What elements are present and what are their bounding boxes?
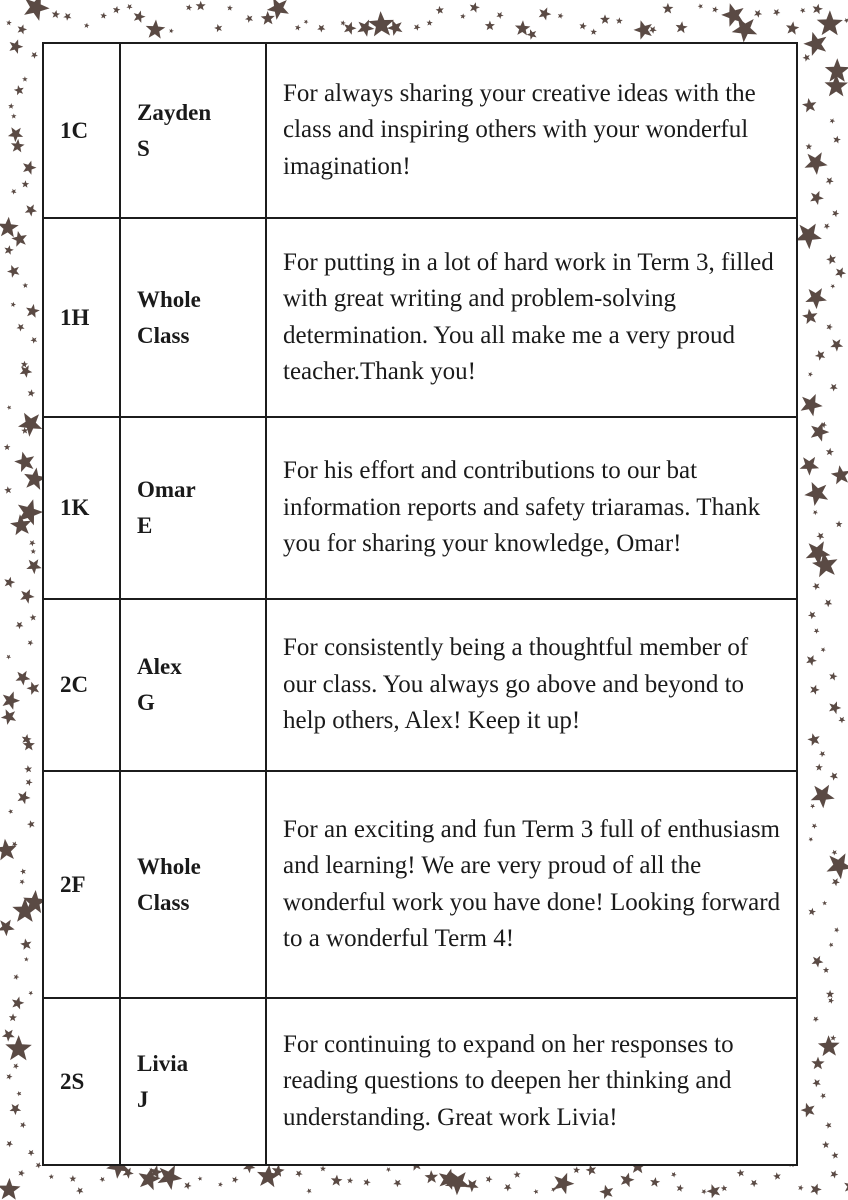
star-icon — [13, 1063, 19, 1069]
star-icon — [732, 18, 758, 43]
student-name-cell — [120, 771, 266, 998]
star-icon — [364, 1179, 371, 1187]
table-row — [44, 44, 796, 218]
star-icon — [677, 1184, 684, 1192]
star-icon — [14, 974, 20, 980]
class-cell: 2S — [44, 998, 120, 1164]
star-icon — [829, 701, 841, 714]
star-icon — [813, 1017, 819, 1023]
star-icon — [831, 1152, 838, 1159]
star-icon — [20, 1122, 26, 1128]
star-icon — [146, 20, 166, 39]
star-icon — [24, 0, 49, 21]
star-icon — [18, 1170, 25, 1177]
star-icon — [227, 5, 233, 11]
star-icon — [22, 180, 30, 187]
star-icon — [812, 1079, 820, 1087]
star-icon — [830, 1035, 836, 1041]
star-icon — [737, 1169, 745, 1177]
star-icon — [817, 10, 843, 35]
name-line: G — [137, 690, 155, 715]
star-icon — [134, 11, 146, 23]
star-icon — [838, 717, 845, 724]
star-icon — [18, 413, 42, 437]
star-icon — [29, 540, 35, 546]
star-icon — [810, 191, 824, 205]
star-icon — [830, 284, 835, 289]
star-icon — [810, 804, 815, 809]
star-icon — [634, 20, 652, 39]
star-icon — [11, 139, 25, 153]
star-icon — [8, 103, 14, 109]
star-icon — [20, 589, 34, 604]
star-icon — [36, 1162, 42, 1168]
star-icon — [169, 28, 174, 33]
star-icon — [820, 1093, 826, 1099]
star-icon — [24, 765, 32, 773]
star-icon — [833, 136, 841, 144]
star-icon — [533, 1189, 538, 1194]
star-icon — [808, 908, 816, 916]
name-line: Omar — [137, 477, 196, 502]
star-icon — [436, 6, 444, 14]
star-icon — [26, 304, 40, 318]
star-icon — [3, 691, 21, 709]
star-icon — [822, 901, 827, 906]
name-line: S — [137, 135, 150, 161]
star-icon — [11, 113, 16, 118]
star-icon — [827, 853, 848, 879]
star-icon — [800, 457, 820, 476]
star-icon — [414, 24, 421, 31]
star-icon — [257, 1165, 280, 1188]
star-icon — [186, 4, 193, 11]
message-cell: For continuing to expand on her responses to reading questions to deepen her thinking and understanding. Great work Livia! — [266, 998, 796, 1164]
star-icon — [808, 611, 816, 619]
star-icon — [558, 13, 564, 19]
star-icon — [830, 772, 838, 780]
star-icon — [9, 1013, 17, 1021]
star-icon — [100, 12, 107, 18]
student-name-cell — [120, 218, 266, 417]
star-icon — [27, 820, 35, 828]
star-icon — [662, 3, 673, 14]
star-icon — [20, 939, 31, 950]
star-icon — [712, 6, 718, 13]
star-icon — [12, 997, 24, 1010]
star-icon — [0, 1178, 21, 1200]
star-icon — [620, 1173, 634, 1188]
star-icon — [0, 920, 15, 937]
star-icon — [16, 1091, 21, 1096]
star-icon — [821, 647, 826, 652]
star-icon — [16, 671, 31, 686]
star-icon — [232, 1176, 239, 1183]
star-icon — [721, 1185, 728, 1192]
star-icon — [816, 532, 824, 540]
star-icon — [113, 6, 121, 14]
star-icon — [2, 1029, 15, 1041]
student-name-cell — [120, 599, 266, 771]
star-icon — [30, 337, 37, 344]
student-name-cell — [120, 417, 266, 599]
star-icon — [539, 7, 552, 20]
star-icon — [813, 510, 818, 515]
star-icon — [6, 655, 11, 660]
star-icon — [754, 10, 762, 18]
star-icon — [844, 18, 848, 23]
star-icon — [347, 1177, 353, 1183]
star-icon — [600, 14, 610, 24]
star-icon — [20, 879, 25, 884]
student-name-cell — [120, 998, 266, 1164]
message-cell: For always sharing your creative ideas with the class and inspiring others with your wonderful imagination! — [266, 44, 796, 218]
star-icon — [796, 224, 822, 250]
star-icon — [698, 4, 703, 10]
star-icon — [805, 288, 827, 309]
class-cell: 1K — [44, 417, 120, 599]
star-icon — [590, 29, 597, 35]
star-icon — [826, 177, 834, 185]
star-icon — [20, 869, 26, 875]
star-icon — [261, 11, 275, 25]
table-row — [44, 998, 796, 1164]
name-line: Alex — [137, 654, 182, 679]
star-icon — [295, 25, 301, 31]
star-icon — [830, 1170, 838, 1178]
star-icon — [123, 1168, 134, 1179]
star-icon — [515, 20, 531, 35]
star-icon — [811, 785, 835, 808]
star-icon — [831, 465, 848, 484]
star-icon — [812, 583, 820, 591]
star-icon — [4, 486, 12, 494]
star-icon — [465, 1179, 478, 1192]
star-icon — [470, 2, 480, 13]
star-icon — [815, 350, 825, 360]
class-cell: 2C — [44, 599, 120, 771]
star-icon — [22, 283, 28, 289]
star-icon — [818, 1035, 840, 1056]
star-icon — [28, 640, 34, 646]
star-icon — [806, 655, 817, 666]
star-icon — [6, 1141, 13, 1148]
star-icon — [813, 4, 823, 15]
star-icon — [803, 54, 811, 62]
star-icon — [25, 204, 37, 216]
star-icon — [830, 384, 838, 392]
star-icon — [28, 991, 33, 996]
star-icon — [786, 21, 799, 34]
star-icon — [49, 1174, 54, 1179]
star-icon — [830, 339, 843, 352]
class-cell: 2F — [44, 771, 120, 998]
star-icon — [184, 1182, 192, 1190]
star-icon — [812, 956, 824, 968]
star-icon — [11, 231, 27, 247]
star-icon — [7, 265, 19, 278]
star-icon — [805, 152, 828, 175]
star-icon — [811, 1057, 824, 1070]
star-icon — [4, 444, 11, 450]
star-icon — [295, 1170, 302, 1177]
star-icon — [834, 927, 839, 933]
star-icon — [803, 32, 826, 56]
class-cell: 1C — [44, 44, 120, 218]
star-icon — [554, 1173, 575, 1195]
star-icon — [671, 1172, 677, 1178]
star-icon — [320, 1166, 326, 1172]
star-icon — [6, 20, 12, 26]
star-icon — [831, 850, 837, 856]
star-icon — [69, 1175, 76, 1182]
star-icon — [7, 405, 12, 410]
star-icon — [809, 837, 814, 842]
star-icon — [10, 1104, 22, 1115]
star-icon — [28, 1150, 35, 1156]
star-icon — [9, 39, 23, 54]
name-line: Whole — [137, 853, 201, 879]
star-icon — [807, 733, 819, 746]
star-icon — [824, 223, 830, 229]
star-icon — [317, 25, 325, 33]
message-cell: For consistently being a thoughtful member of our class. You always go above and beyond to help others, Alex! Keep it up! — [266, 599, 796, 771]
star-icon — [815, 764, 823, 771]
star-icon — [825, 1122, 831, 1129]
star-icon — [368, 11, 394, 36]
star-icon — [701, 1189, 707, 1195]
star-icon — [27, 682, 40, 695]
star-icon — [427, 20, 433, 26]
star-icon — [825, 74, 848, 96]
star-icon — [823, 967, 829, 973]
star-icon — [811, 1184, 822, 1196]
star-icon — [30, 614, 37, 621]
table-row — [44, 218, 796, 417]
star-icon — [218, 1182, 223, 1187]
star-icon — [804, 482, 828, 506]
star-icon — [214, 24, 222, 32]
name-line: E — [137, 513, 153, 538]
star-icon — [84, 23, 90, 29]
star-icon — [806, 143, 813, 149]
student-name-cell — [120, 44, 266, 218]
star-icon — [11, 189, 17, 195]
message-cell: For his effort and contributions to our bat information reports and safety triaramas. Thank you for sharing your knowledge, Omar! — [266, 417, 796, 599]
star-icon — [826, 448, 834, 456]
star-icon — [21, 361, 28, 368]
star-icon — [828, 998, 834, 1004]
star-icon — [26, 779, 33, 786]
star-icon — [773, 1172, 781, 1180]
star-icon — [460, 13, 466, 19]
star-icon — [802, 98, 816, 112]
star-icon — [6, 1074, 12, 1080]
star-icon — [527, 29, 537, 40]
star-icon — [798, 1185, 804, 1191]
star-icon — [835, 267, 846, 278]
name-line: Livia — [137, 1050, 189, 1076]
star-icon — [23, 161, 37, 175]
star-icon — [0, 217, 19, 237]
star-icon — [99, 1177, 105, 1183]
star-icon — [801, 394, 823, 416]
name-line: Whole — [137, 286, 201, 312]
star-icon — [707, 1184, 721, 1198]
name-line: Class — [137, 889, 190, 915]
awards-table — [44, 44, 796, 1164]
table-row — [44, 599, 796, 771]
name-line: J — [137, 1086, 149, 1112]
star-icon — [31, 52, 38, 59]
star-icon — [126, 4, 132, 10]
message-cell: For an exciting and fun Term 3 full of enthusiasm and learning! We are very proud of all the wonderful work you have done! Looking forward to a wonderful Term 4! — [266, 771, 796, 998]
name-line: Class — [137, 322, 190, 348]
star-icon — [844, 1179, 848, 1193]
star-icon — [24, 957, 29, 962]
star-icon — [76, 1187, 83, 1194]
message-cell: For putting in a lot of hard work in Term 3, filled with great writing and problem-solving determination. You all make me a very proud teacher.Thank you! — [266, 218, 796, 417]
star-icon — [26, 559, 41, 574]
star-icon — [196, 1, 206, 11]
star-icon — [836, 521, 843, 528]
star-icon — [1, 709, 16, 725]
star-icon — [827, 324, 833, 331]
star-icon — [773, 9, 780, 16]
star-icon — [616, 17, 623, 24]
star-icon — [513, 1171, 520, 1178]
star-icon — [16, 622, 24, 630]
star-icon — [8, 127, 23, 142]
star-icon — [4, 577, 15, 588]
star-icon — [4, 245, 13, 255]
star-icon — [829, 943, 834, 948]
star-icon — [824, 599, 832, 607]
star-icon — [504, 1184, 512, 1192]
star-icon — [814, 628, 820, 634]
star-icon — [676, 21, 688, 33]
table-row — [44, 417, 796, 599]
star-icon — [14, 452, 34, 473]
star-icon — [485, 21, 495, 31]
star-icon — [649, 26, 657, 34]
star-icon — [11, 302, 16, 307]
star-icon — [304, 20, 309, 25]
awards-sheet — [42, 42, 798, 1166]
table-row — [44, 771, 796, 998]
star-icon — [306, 1188, 311, 1193]
star-icon — [822, 1141, 829, 1148]
star-icon — [22, 76, 28, 81]
star-icon — [579, 22, 587, 30]
star-icon — [832, 878, 840, 886]
star-icon — [808, 372, 813, 377]
star-icon — [486, 1176, 493, 1183]
star-icon — [599, 1185, 613, 1199]
star-icon — [18, 24, 28, 34]
star-icon — [826, 990, 834, 998]
star-icon — [245, 15, 253, 23]
star-icon — [496, 12, 503, 19]
star-icon — [28, 389, 36, 397]
star-icon — [819, 751, 825, 757]
star-icon — [198, 1176, 203, 1181]
star-icon — [830, 118, 836, 124]
class-cell: 1H — [44, 218, 120, 417]
star-icon — [810, 685, 820, 695]
star-icon — [31, 549, 37, 554]
star-icon — [802, 309, 817, 324]
star-icon — [826, 254, 836, 264]
star-icon — [18, 791, 31, 804]
star-icon — [0, 839, 17, 861]
star-icon — [586, 1165, 597, 1176]
star-icon — [750, 1180, 758, 1188]
name-line: Zayden — [137, 99, 212, 125]
star-icon — [8, 809, 13, 814]
star-icon — [344, 22, 357, 35]
star-icon — [573, 1166, 580, 1173]
star-icon — [17, 324, 25, 332]
star-icon — [331, 1175, 343, 1186]
star-icon — [63, 13, 71, 21]
star-icon — [14, 85, 24, 95]
star-icon — [393, 1179, 401, 1187]
star-icon — [832, 210, 839, 217]
star-icon — [829, 672, 837, 681]
star-icon — [650, 1177, 660, 1187]
star-icon — [425, 1170, 439, 1183]
star-icon — [386, 1167, 391, 1172]
star-icon — [801, 1103, 815, 1118]
star-icon — [812, 823, 818, 829]
star-icon — [158, 1165, 183, 1190]
star-icon — [800, 8, 806, 14]
star-icon — [52, 10, 60, 18]
